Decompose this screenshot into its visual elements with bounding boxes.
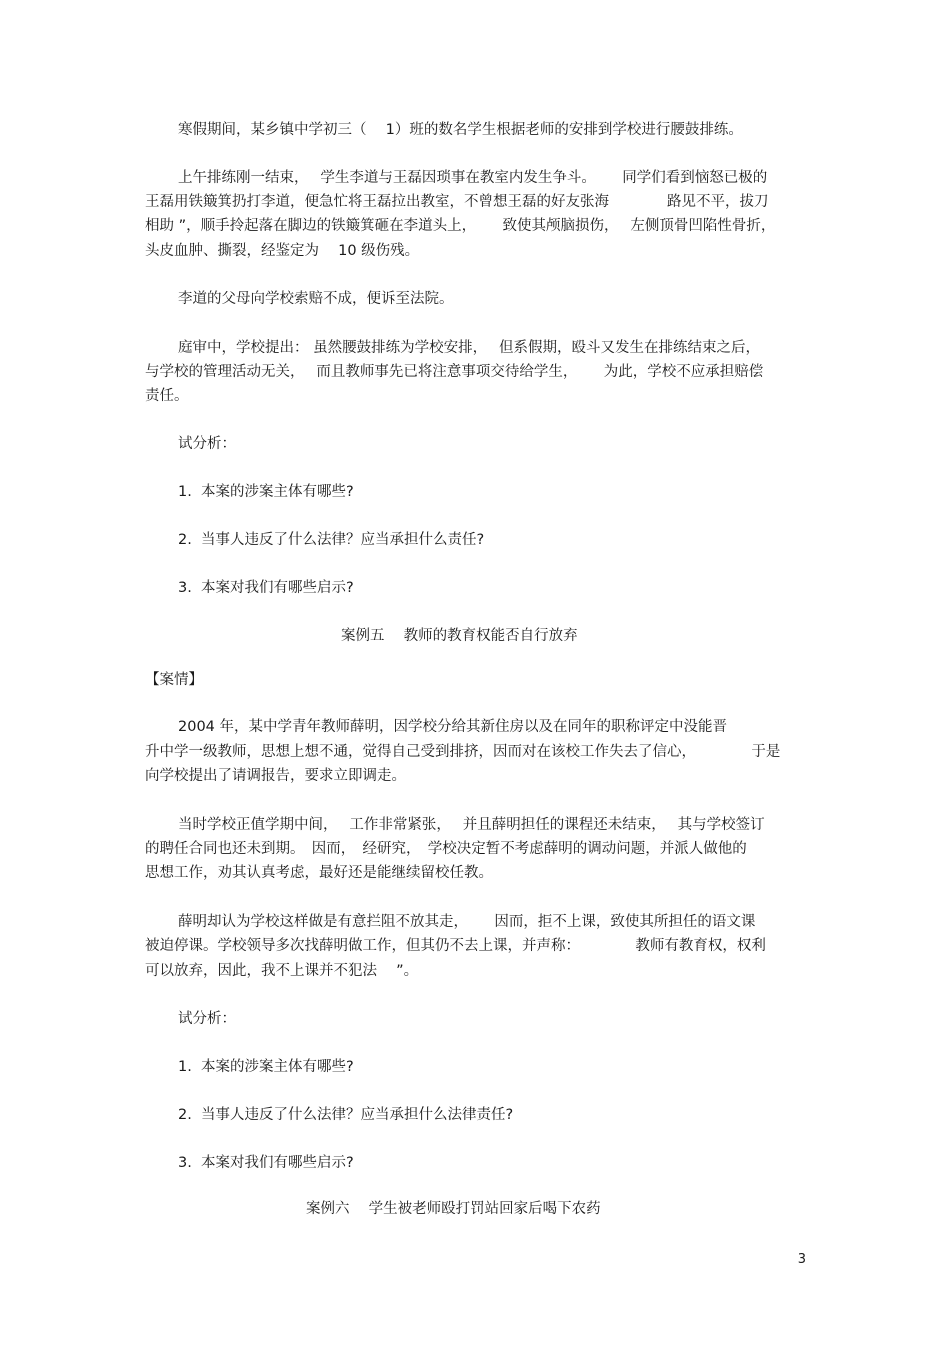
case4-para2-line1: 上午排练刚一结束， 学生李道与王磊因琐事在教室内发生争斗。 同学们看到恼怒已极的 [178,170,768,186]
case5-para3-line3: 可以放弃，因此，我不上课并不犯法 ”。 [145,963,419,979]
case6-title: 案例六 学生被老师殴打罚站回家后喝下农药 [306,1201,601,1217]
case5-para3-line2: 被迫停课。学校领导多次找薛明做工作，但其仍不去上课，并声称： 教师有教育权，权利 [145,938,766,954]
case4-para4-line3: 责任。 [145,388,189,404]
case4-analysis-label: 试分析： [178,436,236,452]
case4-para3-line1: 李道的父母向学校索赔不成，便诉至法院。 [178,291,454,307]
case4-para1-line1: 寒假期间，某乡镇中学初三（ 1）班的数名学生根据老师的安排到学校进行腰鼓排练。 [178,122,743,138]
case5-para1-line1: 2004 年，某中学青年教师薛明，因学校分给其新住房以及在同年的职称评定中没能晋 [178,719,728,735]
case4-para2-line4: 头皮血肿、撕裂，经鉴定为 10 级伤残。 [145,243,420,259]
case5-analysis-label: 试分析： [178,1011,236,1027]
case4-question-2: 2. 当事人违反了什么法律？应当承担什么责任? [178,532,485,548]
case5-question-1: 1. 本案的涉案主体有哪些? [178,1059,354,1075]
case5-para1-line2: 升中学一级教师，思想上想不通，觉得自己受到排挤，因而对在该校工作失去了信心， 于是 [145,744,781,760]
case4-para2-line2: 王磊用铁簸箕扔打李道，便急忙将王磊拉出教室，不曾想王磊的好友张海 路见不平，拔刀 [145,194,769,210]
case4-para4-line1: 庭审中，学校提出： 虽然腰鼓排练为学校安排， 但系假期，殴斗又发生在排练结束之后， [178,340,760,356]
case5-para2-line3: 思想工作，劝其认真考虑，最好还是能继续留校任教。 [145,865,493,881]
case4-para4-line2: 与学校的管理活动无关， 而且教师事先已将注意事项交待给学生， 为此，学校不应承担赔偿 [145,364,764,380]
case5-section-label: 【案情】 [145,672,203,688]
case5-question-2: 2. 当事人违反了什么法律？应当承担什么法律责任? [178,1107,514,1123]
case4-question-3: 3. 本案对我们有哪些启示? [178,580,354,596]
case5-para1-line3: 向学校提出了请调报告，要求立即调走。 [145,768,406,784]
case5-title: 案例五 教师的教育权能否自行放弃 [341,628,578,644]
case4-para2-line3: 相助 ”，顺手拎起落在脚边的铁簸箕砸在李道头上， 致使其颅脑损伤， 左侧顶骨凹陷性骨折， [145,218,776,234]
case5-para3-line1: 薛明却认为学校这样做是有意拦阻不放其走， 因而，拒不上课，致使其所担任的语文课 [178,914,756,930]
case5-question-3: 3. 本案对我们有哪些启示? [178,1155,354,1171]
case4-question-1: 1. 本案的涉案主体有哪些? [178,484,354,500]
page-number: 3 [797,1252,806,1267]
case5-para2-line2: 的聘任合同也还未到期。 因而， 经研究， 学校决定暂不考虑薛明的调动问题，并派人做他的 [145,841,747,857]
case5-para2-line1: 当时学校正值学期中间， 工作非常紧张， 并且薛明担任的课程还未结束， 其与学校签订 [178,817,765,833]
